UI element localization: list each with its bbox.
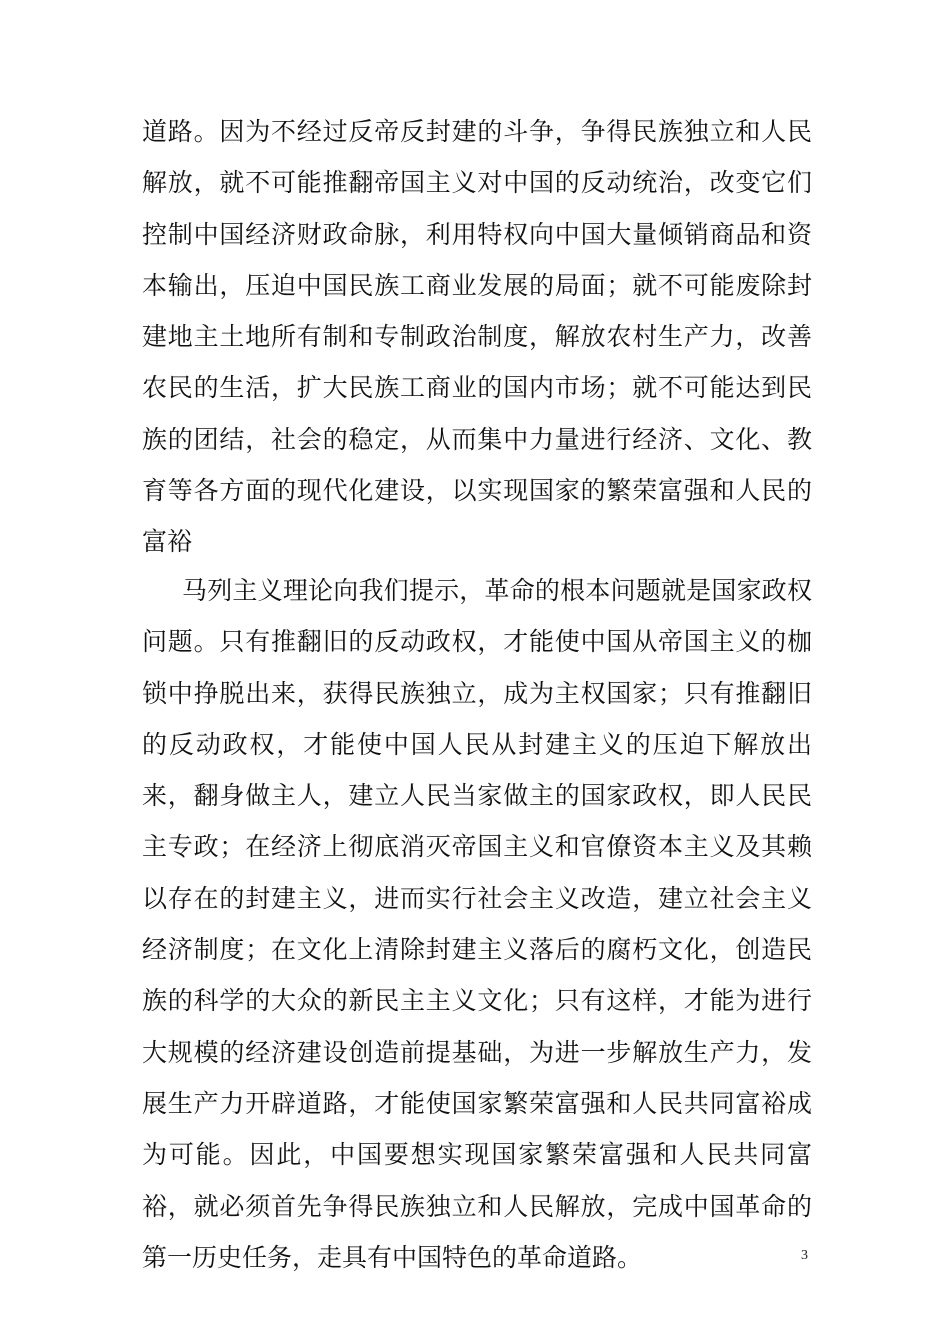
paragraph-continued: 道路。因为不经过反帝反封建的斗争，争得民族独立和人民解放，就不可能推翻帝国主义对中国的反动统治，改变它们控制中国经济财政命脉，利用特权向中国大量倾销商品和资本输出，压迫中国民族工商业发展的局面；就不可能废除封建地主土地所有制和专制政治制度，解放农村生产力，改善农民的生活，扩大民族工商业的国内市场；就不可能达到民族的团结，社会的稳定，从而集中力量进行经济、文化、教育等各方面的现代化建设，以实现国家的繁荣富强和人民的富裕 [142, 117, 812, 557]
page-number: 3 [801, 1248, 808, 1263]
paragraph-state-power: 马列主义理论向我们提示，革命的根本问题就是国家政权问题。只有推翻旧的反动政权，才能使中国从帝国主义的枷锁中挣脱出来，获得民族独立，成为主权国家；只有推翻旧的反动政权，才能使中国人民从封建主义的压迫下解放出来，翻身做主人，建立人民当家做主的国家政权，即人民民主专政；在经济上彻底消灭帝国主义和官僚资本主义及其赖以存在的封建主义，进而实行社会主义改造，建立社会主义经济制度；在文化上清除封建主义落后的腐朽文化，创造民族的科学的大众的新民主主义文化；只有这样，才能为进行大规模的经济建设创造前提基础，为进一步解放生产力，发展生产力开辟道路，才能使国家繁荣富强和人民共同富裕成为可能。因此，中国要想实现国家繁荣富强和人民共同富裕，就必须首先争得民族独立和人民解放，完成中国革命的第一历史任务，走具有中国特色的革命道路。 [142, 576, 812, 1272]
